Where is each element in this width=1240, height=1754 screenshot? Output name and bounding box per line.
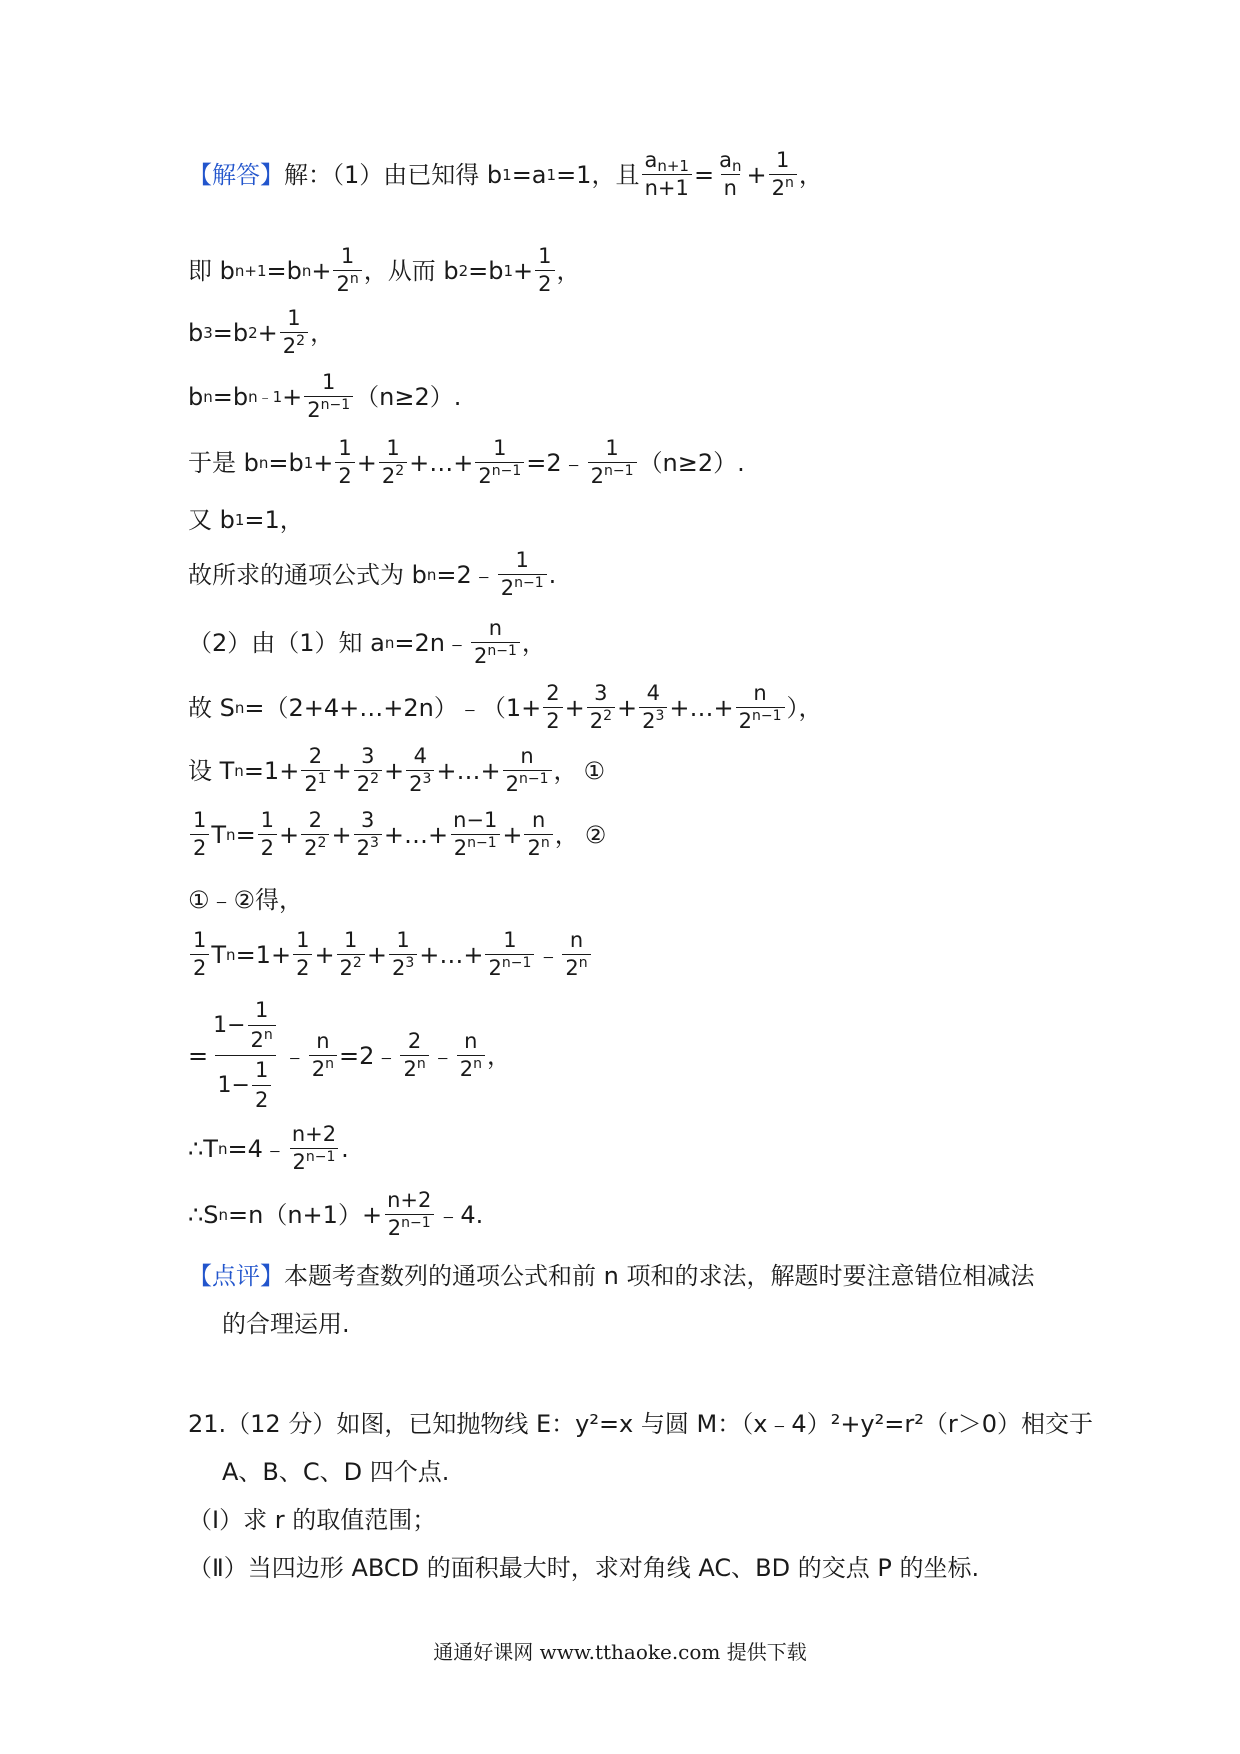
fraction: $\frac{n}{2^{n-1}}$ xyxy=(471,618,520,667)
solution-line-7: 故所求的通项公式为 b n =2﹣ $\frac{1}{2^{n-1}}$ . xyxy=(188,548,557,600)
text: 设 T xyxy=(188,756,235,785)
fraction: $\frac{1}{2^{n-1}}$ xyxy=(498,550,547,599)
fraction: $\frac{n}{2^n}$ xyxy=(524,810,552,859)
solution-line-16: ∴S n =n（n+1）+ $\frac{n+2}{2^{n-1}}$ ﹣4. xyxy=(188,1188,484,1240)
text: ，从而 b xyxy=(363,256,459,285)
solution-line-5: 于是 b n =b 1 + $\frac{1}{2}$ + $\frac{1}{2^2}$ +…+ $\frac{1}{2^{n-1}}$ =2﹣ $\frac{1}{2^{n-1}}$ （n≥2）. xyxy=(188,436,745,488)
text: 解：（1）由已知得 b xyxy=(284,160,503,189)
fraction: $\frac{n+2}{2^{n-1}}$ xyxy=(384,1190,434,1239)
fraction: $\frac{1}{2}$ xyxy=(293,930,312,979)
solution-line-4: b n =b n﹣1 + $\frac{1}{2^{n-1}}$ （n≥2）. xyxy=(188,370,462,422)
solution-line-12 xyxy=(188,888,303,912)
text: =2n﹣ xyxy=(394,628,469,657)
solution-line-11: $\frac{1}{2}$ T n = $\frac{1}{2}$ + $\frac{2}{2^2}$ + $\frac{3}{2^3}$ +…+ $\frac{n-1}{2^{n-1}}$ + $\frac{n}{2^n}$ ， ② xyxy=(188,810,606,859)
solution-line-15: ∴T n =4﹣ $\frac{n+2}{2^{n-1}}$ . xyxy=(188,1122,349,1174)
fraction: $\frac{1}{2}$ xyxy=(535,246,554,295)
problem-21-line-1 xyxy=(188,1412,1093,1436)
solution-line-3: b 3 =b 2 + $\frac{1}{2^2}$ ， xyxy=(188,306,335,358)
text: =1，且 xyxy=(556,160,640,189)
text: 即 b xyxy=(188,256,235,285)
review-line-1 xyxy=(188,1264,1034,1288)
text: 故所求的通项公式为 b xyxy=(188,560,427,589)
solution-line-14: = 1− $\frac{1}{2^n}$ 1− $\frac{1}{2}$ ﹣ $\frac{n}{2^n}$ =2﹣ $\frac{2}{2^n}$ ﹣ $\frac{n}{2^n}$ ， xyxy=(188,998,511,1112)
review-line-2 xyxy=(222,1312,350,1336)
text: =（2+4+…+2n）﹣（1+ xyxy=(244,693,542,722)
fraction: $\frac{1}{2^2}$ xyxy=(379,438,407,487)
fraction: $\frac{1}{2}$ xyxy=(190,930,209,979)
compound-fraction: 1− $\frac{1}{2^n}$ 1− $\frac{1}{2}$ xyxy=(210,1000,281,1111)
fraction: $\frac{1}{2^n}$ xyxy=(769,150,797,199)
fraction: $\frac{a_n}{n}$ xyxy=(719,148,742,200)
text: 于是 b xyxy=(188,448,259,477)
fraction: $\frac{1}{2}$ xyxy=(335,438,354,487)
fraction: $\frac{1}{2^{n-1}}$ xyxy=(304,372,353,421)
fraction: $\frac{n}{2^{n-1}}$ xyxy=(503,746,552,795)
fraction: $\frac{2}{2^2}$ xyxy=(301,810,329,859)
fraction: $\frac{n}{2^n}$ xyxy=(562,930,590,979)
fraction: $\frac{n}{2^n}$ xyxy=(309,1031,337,1080)
fraction: $\frac{2}{2^1}$ xyxy=(301,746,329,795)
problem-21-line-2 xyxy=(222,1460,449,1484)
solution-line-1: 【解答】 解：（1）由已知得 b 1 =a 1 =1，且 $\frac{a_{n+1}}{n+1}$ = $\frac{a_n}{n}$ + $\frac{1}{2^n}$ ， xyxy=(188,148,823,200)
fraction: $\frac{1}{2^2}$ xyxy=(337,930,365,979)
problem-text: 21.（12 分）如图，已知抛物线 E：y²=x 与圆 M：（x﹣4）²+y²=r²（r＞0）相交于 xyxy=(188,1410,1093,1438)
solution-line-13: $\frac{1}{2}$ T n =1+ $\frac{1}{2}$ + $\frac{1}{2^2}$ + $\frac{1}{2^3}$ +…+ $\frac{1}{2^{n-1}}$ ﹣ $\frac{n}{2^n}$ xyxy=(188,930,593,979)
text: =n（n+1）+ xyxy=(228,1200,383,1229)
review-text: 的合理运用. xyxy=(222,1310,350,1338)
fraction: $\frac{1}{2^{n-1}}$ xyxy=(475,438,524,487)
fraction: $\frac{1}{2}$ xyxy=(258,810,277,859)
fraction: $\frac{3}{2^2}$ xyxy=(354,746,382,795)
fraction: $\frac{n+2}{2^{n-1}}$ xyxy=(289,1124,339,1173)
fraction: $\frac{n}{2^{n-1}}$ xyxy=(736,683,785,732)
problem-text: （Ⅰ）求 r 的取值范围； xyxy=(188,1506,437,1534)
problem-21-part-1 xyxy=(188,1508,436,1532)
equation-marker: ② xyxy=(584,820,607,849)
solution-label: 【解答】 xyxy=(188,160,284,189)
text: ∴S xyxy=(188,1200,219,1229)
fraction: $\frac{1}{2^3}$ xyxy=(389,930,417,979)
text: ∴T xyxy=(188,1134,218,1163)
review-label: 【点评】 xyxy=(188,1262,284,1290)
fraction: $\frac{1}{2^2}$ xyxy=(280,308,308,357)
text: 故 S xyxy=(188,693,235,722)
text: =a xyxy=(511,160,547,189)
text: （2）由（1）知 a xyxy=(188,628,385,657)
solution-line-6: 又 b 1 =1， xyxy=(188,506,304,534)
fraction: $\frac{1}{2^{n-1}}$ xyxy=(588,438,637,487)
fraction: $\frac{2}{2}$ xyxy=(543,683,562,732)
equation-marker: ① xyxy=(583,756,606,785)
fraction: $\frac{4}{2^3}$ xyxy=(639,683,667,732)
problem-21-part-2 xyxy=(188,1556,979,1580)
text: ①﹣②得， xyxy=(188,886,304,914)
problem-text: （Ⅱ）当四边形 ABCD 的面积最大时，求对角线 AC、BD 的交点 P 的坐标. xyxy=(188,1554,980,1582)
solution-line-8: （2）由（1）知 a n =2n﹣ $\frac{n}{2^{n-1}}$ ， xyxy=(188,616,546,668)
fraction: $\frac{n-1}{2^{n-1}}$ xyxy=(450,810,500,859)
fraction: $\frac{1}{2^n}$ xyxy=(333,246,361,295)
fraction: $\frac{1}{2}$ xyxy=(252,1060,271,1111)
review-text: 本题考查数列的通项公式和前 n 项和的求法，解题时要注意错位相减法 xyxy=(284,1262,1035,1290)
fraction: $\frac{4}{2^3}$ xyxy=(406,746,434,795)
fraction: $\frac{1}{2}$ xyxy=(190,810,209,859)
fraction: $\frac{a_{n+1}}{n+1}$ xyxy=(641,150,692,199)
fraction: $\frac{3}{2^2}$ xyxy=(587,683,615,732)
footer: 通通好课网 www.tthaoke.com 提供下载 xyxy=(433,1640,807,1664)
fraction: $\frac{3}{2^3}$ xyxy=(354,810,382,859)
fraction: $\frac{1}{2^n}$ xyxy=(248,1000,276,1051)
fraction: $\frac{1}{2^{n-1}}$ xyxy=(485,930,534,979)
solution-line-10: 设 T n =1+ $\frac{2}{2^1}$ + $\frac{3}{2^2}$ + $\frac{4}{2^3}$ +…+ $\frac{n}{2^{n-1}}$ ， ① xyxy=(188,744,606,796)
fraction: $\frac{2}{2^n}$ xyxy=(400,1031,428,1080)
solution-line-9: 故 S n =（2+4+…+2n）﹣（1+ $\frac{2}{2}$ + $\frac{3}{2^2}$ + $\frac{4}{2^3}$ +…+ $\frac{n}{2^{n-1}}$ ）， xyxy=(188,681,823,733)
solution-line-2: 即 b n+1 =b n + $\frac{1}{2^n}$ ，从而 b 2 =b 1 + $\frac{1}{2}$ ， xyxy=(188,244,581,296)
text: （n≥2）. xyxy=(355,382,462,411)
fraction: $\frac{n}{2^n}$ xyxy=(457,1031,485,1080)
text: 又 b xyxy=(188,506,235,534)
problem-text: A、B、C、D 四个点. xyxy=(222,1458,450,1486)
